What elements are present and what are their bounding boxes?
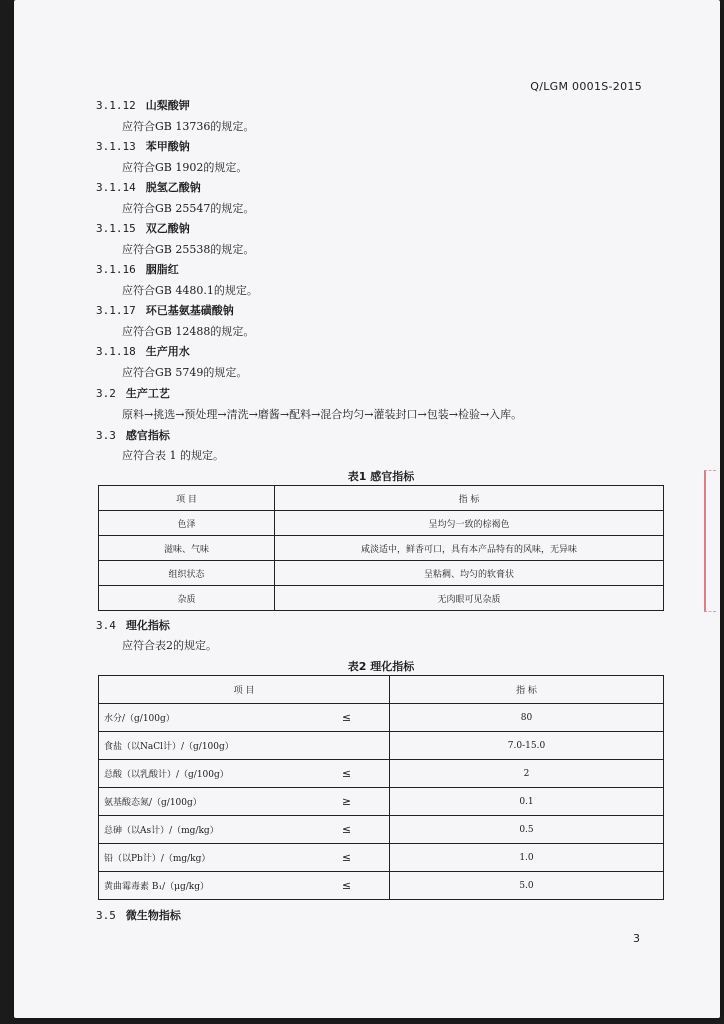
table-row	[99, 816, 664, 844]
section-text: 应符合GB 1902的规定。	[122, 161, 248, 174]
table-cell-operator: ≥	[304, 788, 390, 816]
table-cell-operator: ≤	[304, 844, 390, 872]
table-cell: 80	[390, 704, 664, 732]
table-row	[99, 844, 664, 872]
section-heading	[96, 138, 190, 154]
section-text: 应符合GB 4480.1的规定。	[122, 284, 258, 297]
section-number: 3.4	[96, 619, 116, 632]
section-title: 微生物指标	[125, 909, 181, 922]
table-cell-operator: ≤	[304, 760, 390, 788]
section-number: 3.5	[96, 909, 116, 922]
section-heading	[96, 220, 190, 236]
section-heading	[96, 261, 179, 277]
section-number: 3.2	[96, 387, 116, 400]
section-heading	[96, 617, 170, 633]
table-cell: 7.0-15.0	[390, 732, 664, 760]
table-cell: 2	[390, 760, 664, 788]
table-header-cell: 项 目	[99, 676, 390, 704]
section-title: 生产用水	[145, 345, 190, 358]
document-id: Q/LGM 0001S-2015	[530, 80, 642, 93]
table-row	[99, 511, 664, 536]
table-cell: 色泽	[99, 511, 275, 536]
table-row	[99, 872, 664, 900]
table-cell: 无肉眼可见杂质	[275, 586, 664, 611]
page-number: 3	[633, 932, 640, 945]
section-title: 苯甲酸钠	[145, 140, 190, 153]
table-cell: 总酸（以乳酸计）/（g/100g）	[99, 760, 305, 788]
table-cell: 咸淡适中，鲜香可口，具有本产品特有的风味，无异味	[275, 536, 664, 561]
section-heading	[96, 907, 181, 923]
section-heading	[96, 427, 170, 443]
table-header-row	[99, 486, 664, 511]
table-cell: 滋味、气味	[99, 536, 275, 561]
section-heading	[96, 385, 170, 401]
table-cell: 呈均匀一致的棕褐色	[275, 511, 664, 536]
table-cell: 杂质	[99, 586, 275, 611]
table-cell: 呈粘稠、均匀的软膏状	[275, 561, 664, 586]
table-row	[99, 586, 664, 611]
process-flow-text: 原料→挑选→预处理→清洗→磨酱→配料→混合均匀→灌装封口→包装→检验→入库。	[122, 408, 523, 421]
section-text: 应符合GB 12488的规定。	[122, 325, 255, 338]
table-cell-operator: ≤	[304, 816, 390, 844]
table1-caption: 表1 感官指标	[347, 470, 415, 483]
section-title: 山梨酸钾	[145, 99, 190, 112]
table2-caption: 表2 理化指标	[347, 660, 415, 673]
table-row	[99, 760, 664, 788]
table-header-row	[99, 676, 664, 704]
section-title: 感官指标	[125, 429, 170, 442]
section-number: 3.1.15	[96, 222, 136, 235]
section-number: 3.1.18	[96, 345, 136, 358]
section-title: 胭脂红	[145, 263, 179, 276]
section-heading	[96, 179, 201, 195]
seal-stamp-edge	[704, 470, 716, 612]
table-cell-operator: ≤	[304, 704, 390, 732]
physicochemical-table	[98, 675, 664, 900]
section-number: 3.1.17	[96, 304, 136, 317]
section-heading	[96, 302, 234, 318]
table-cell: 总砷（以As计）/（mg/kg）	[99, 816, 305, 844]
table-cell: 食盐（以NaCl计）/（g/100g）	[99, 732, 305, 760]
section-title: 脱氢乙酸钠	[145, 181, 201, 194]
section-number: 3.1.14	[96, 181, 136, 194]
table-header-cell: 指 标	[275, 486, 664, 511]
table-row	[99, 704, 664, 732]
table-cell: 0.1	[390, 788, 664, 816]
document-page	[14, 0, 720, 1018]
table-cell: 水分/（g/100g）	[99, 704, 305, 732]
section-text: 应符合表 1 的规定。	[122, 449, 224, 462]
section-text: 应符合GB 25547的规定。	[122, 202, 255, 215]
table-header-cell: 项 目	[99, 486, 275, 511]
table-cell-operator: ≤	[304, 872, 390, 900]
section-text: 应符合GB 5749的规定。	[122, 366, 248, 379]
section-title: 生产工艺	[125, 387, 170, 400]
section-title: 环已基氨基磺酸钠	[145, 304, 234, 317]
table-cell: 氨基酸态氮/（g/100g）	[99, 788, 305, 816]
table-cell: 铅（以Pb计）/（mg/kg）	[99, 844, 305, 872]
table-row	[99, 732, 664, 760]
table-cell: 0.5	[390, 816, 664, 844]
table-cell: 组织状态	[99, 561, 275, 586]
section-text: 应符合表2的规定。	[122, 639, 217, 652]
sensory-table	[98, 485, 664, 611]
section-title: 双乙酸钠	[145, 222, 190, 235]
section-heading	[96, 97, 190, 113]
section-number: 3.1.12	[96, 99, 136, 112]
section-text: 应符合GB 25538的规定。	[122, 243, 255, 256]
table-cell: 5.0	[390, 872, 664, 900]
section-number: 3.1.16	[96, 263, 136, 276]
table-row	[99, 561, 664, 586]
table-cell: 黄曲霉毒素 B₁/（μg/kg）	[99, 872, 305, 900]
section-title: 理化指标	[125, 619, 170, 632]
table-cell-operator	[304, 732, 390, 760]
section-number: 3.1.13	[96, 140, 136, 153]
table-cell: 1.0	[390, 844, 664, 872]
table-row	[99, 788, 664, 816]
table-header-cell: 指 标	[390, 676, 664, 704]
section-heading	[96, 343, 190, 359]
section-text: 应符合GB 13736的规定。	[122, 120, 255, 133]
table-row	[99, 536, 664, 561]
section-number: 3.3	[96, 429, 116, 442]
